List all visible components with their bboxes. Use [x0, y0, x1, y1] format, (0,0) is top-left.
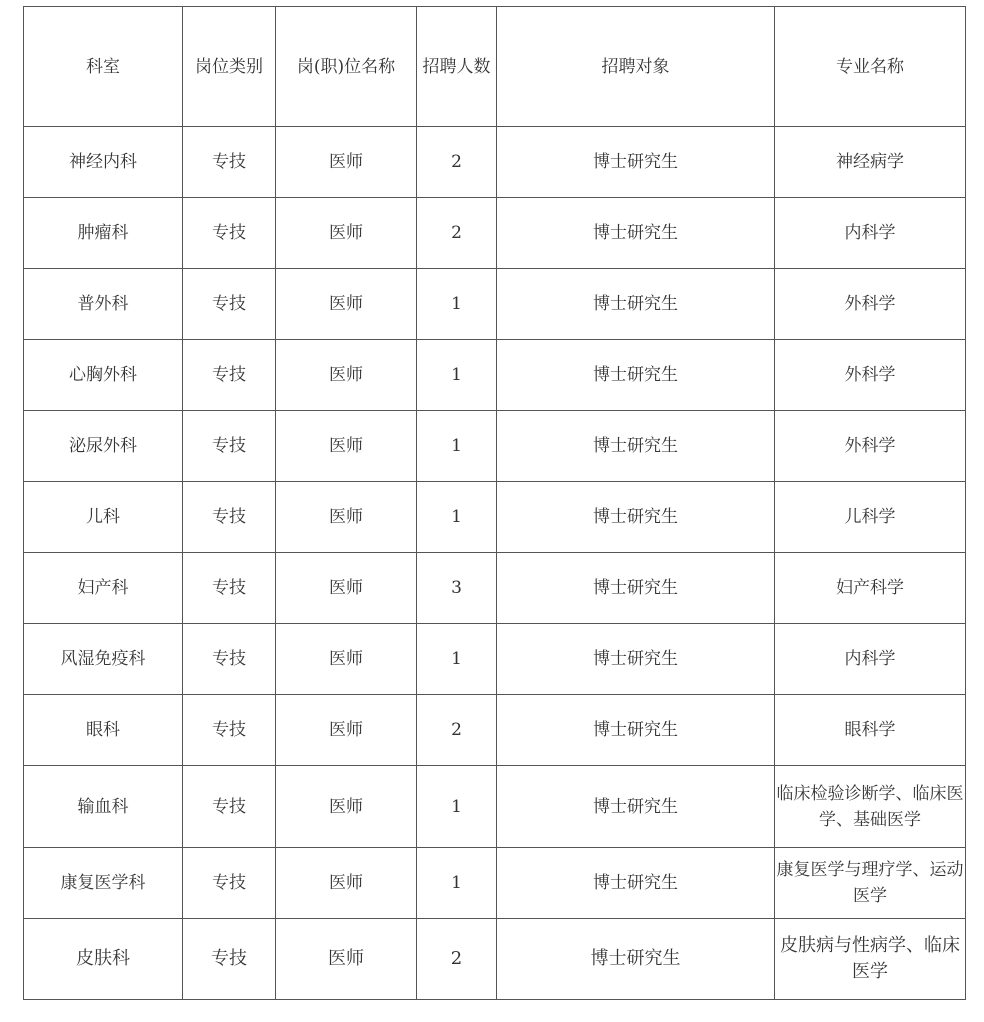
- header-position: 岗(职)位名称: [276, 7, 417, 127]
- category-cell: 专技: [183, 340, 276, 411]
- category-cell: 专技: [183, 198, 276, 269]
- major-cell: 外科学: [775, 411, 966, 482]
- major-cell: 皮肤病与性病学、临床医学: [775, 919, 966, 1000]
- category-cell: 专技: [183, 766, 276, 848]
- category-cell: 专技: [183, 848, 276, 919]
- major-cell: 康复医学与理疗学、运动医学: [775, 848, 966, 919]
- header-target: 招聘对象: [497, 7, 775, 127]
- count-cell: 1: [417, 340, 497, 411]
- major-cell: 内科学: [775, 198, 966, 269]
- count-cell: 1: [417, 269, 497, 340]
- header-major: 专业名称: [775, 7, 966, 127]
- target-cell: 博士研究生: [497, 127, 775, 198]
- position-cell: 医师: [276, 340, 417, 411]
- count-cell: 1: [417, 624, 497, 695]
- major-cell: 临床检验诊断学、临床医学、基础医学: [775, 766, 966, 848]
- table-row: [24, 340, 966, 411]
- table-row: [24, 624, 966, 695]
- header-dept: 科室: [24, 7, 183, 127]
- category-cell: 专技: [183, 695, 276, 766]
- dept-cell: 妇产科: [24, 553, 183, 624]
- target-cell: 博士研究生: [497, 919, 775, 1000]
- count-cell: 3: [417, 553, 497, 624]
- category-cell: 专技: [183, 482, 276, 553]
- major-cell: 妇产科学: [775, 553, 966, 624]
- count-cell: 1: [417, 482, 497, 553]
- position-cell: 医师: [276, 919, 417, 1000]
- target-cell: 博士研究生: [497, 269, 775, 340]
- table-row: [24, 198, 966, 269]
- major-cell: 外科学: [775, 269, 966, 340]
- count-cell: 1: [417, 848, 497, 919]
- table-row: [24, 695, 966, 766]
- dept-cell: 心胸外科: [24, 340, 183, 411]
- table-row: [24, 127, 966, 198]
- category-cell: 专技: [183, 269, 276, 340]
- position-cell: 医师: [276, 411, 417, 482]
- dept-cell: 肿瘤科: [24, 198, 183, 269]
- target-cell: 博士研究生: [497, 695, 775, 766]
- count-cell: 1: [417, 411, 497, 482]
- position-cell: 医师: [276, 269, 417, 340]
- count-cell: 2: [417, 127, 497, 198]
- header-category: 岗位类别: [183, 7, 276, 127]
- dept-cell: 神经内科: [24, 127, 183, 198]
- count-cell: 2: [417, 198, 497, 269]
- target-cell: 博士研究生: [497, 624, 775, 695]
- position-cell: 医师: [276, 695, 417, 766]
- header-row: [24, 7, 966, 127]
- count-cell: 1: [417, 766, 497, 848]
- table-row: [24, 766, 966, 848]
- position-cell: 医师: [276, 848, 417, 919]
- target-cell: 博士研究生: [497, 766, 775, 848]
- dept-cell: 普外科: [24, 269, 183, 340]
- header-count: 招聘人数: [417, 7, 497, 127]
- table-row: [24, 919, 966, 1000]
- table-row: [24, 553, 966, 624]
- category-cell: 专技: [183, 553, 276, 624]
- target-cell: 博士研究生: [497, 482, 775, 553]
- target-cell: 博士研究生: [497, 848, 775, 919]
- major-cell: 外科学: [775, 340, 966, 411]
- dept-cell: 输血科: [24, 766, 183, 848]
- dept-cell: 儿科: [24, 482, 183, 553]
- major-cell: 儿科学: [775, 482, 966, 553]
- dept-cell: 皮肤科: [24, 919, 183, 1000]
- table-row: [24, 269, 966, 340]
- table-row: [24, 411, 966, 482]
- target-cell: 博士研究生: [497, 553, 775, 624]
- target-cell: 博士研究生: [497, 198, 775, 269]
- recruitment-table: [23, 6, 966, 1000]
- position-cell: 医师: [276, 127, 417, 198]
- major-cell: 眼科学: [775, 695, 966, 766]
- category-cell: 专技: [183, 919, 276, 1000]
- position-cell: 医师: [276, 482, 417, 553]
- position-cell: 医师: [276, 198, 417, 269]
- table-row: [24, 848, 966, 919]
- target-cell: 博士研究生: [497, 411, 775, 482]
- dept-cell: 眼科: [24, 695, 183, 766]
- dept-cell: 风湿免疫科: [24, 624, 183, 695]
- position-cell: 医师: [276, 624, 417, 695]
- major-cell: 神经病学: [775, 127, 966, 198]
- table-row: [24, 482, 966, 553]
- dept-cell: 泌尿外科: [24, 411, 183, 482]
- major-cell: 内科学: [775, 624, 966, 695]
- category-cell: 专技: [183, 411, 276, 482]
- target-cell: 博士研究生: [497, 340, 775, 411]
- count-cell: 2: [417, 695, 497, 766]
- dept-cell: 康复医学科: [24, 848, 183, 919]
- position-cell: 医师: [276, 553, 417, 624]
- category-cell: 专技: [183, 624, 276, 695]
- position-cell: 医师: [276, 766, 417, 848]
- category-cell: 专技: [183, 127, 276, 198]
- count-cell: 2: [417, 919, 497, 1000]
